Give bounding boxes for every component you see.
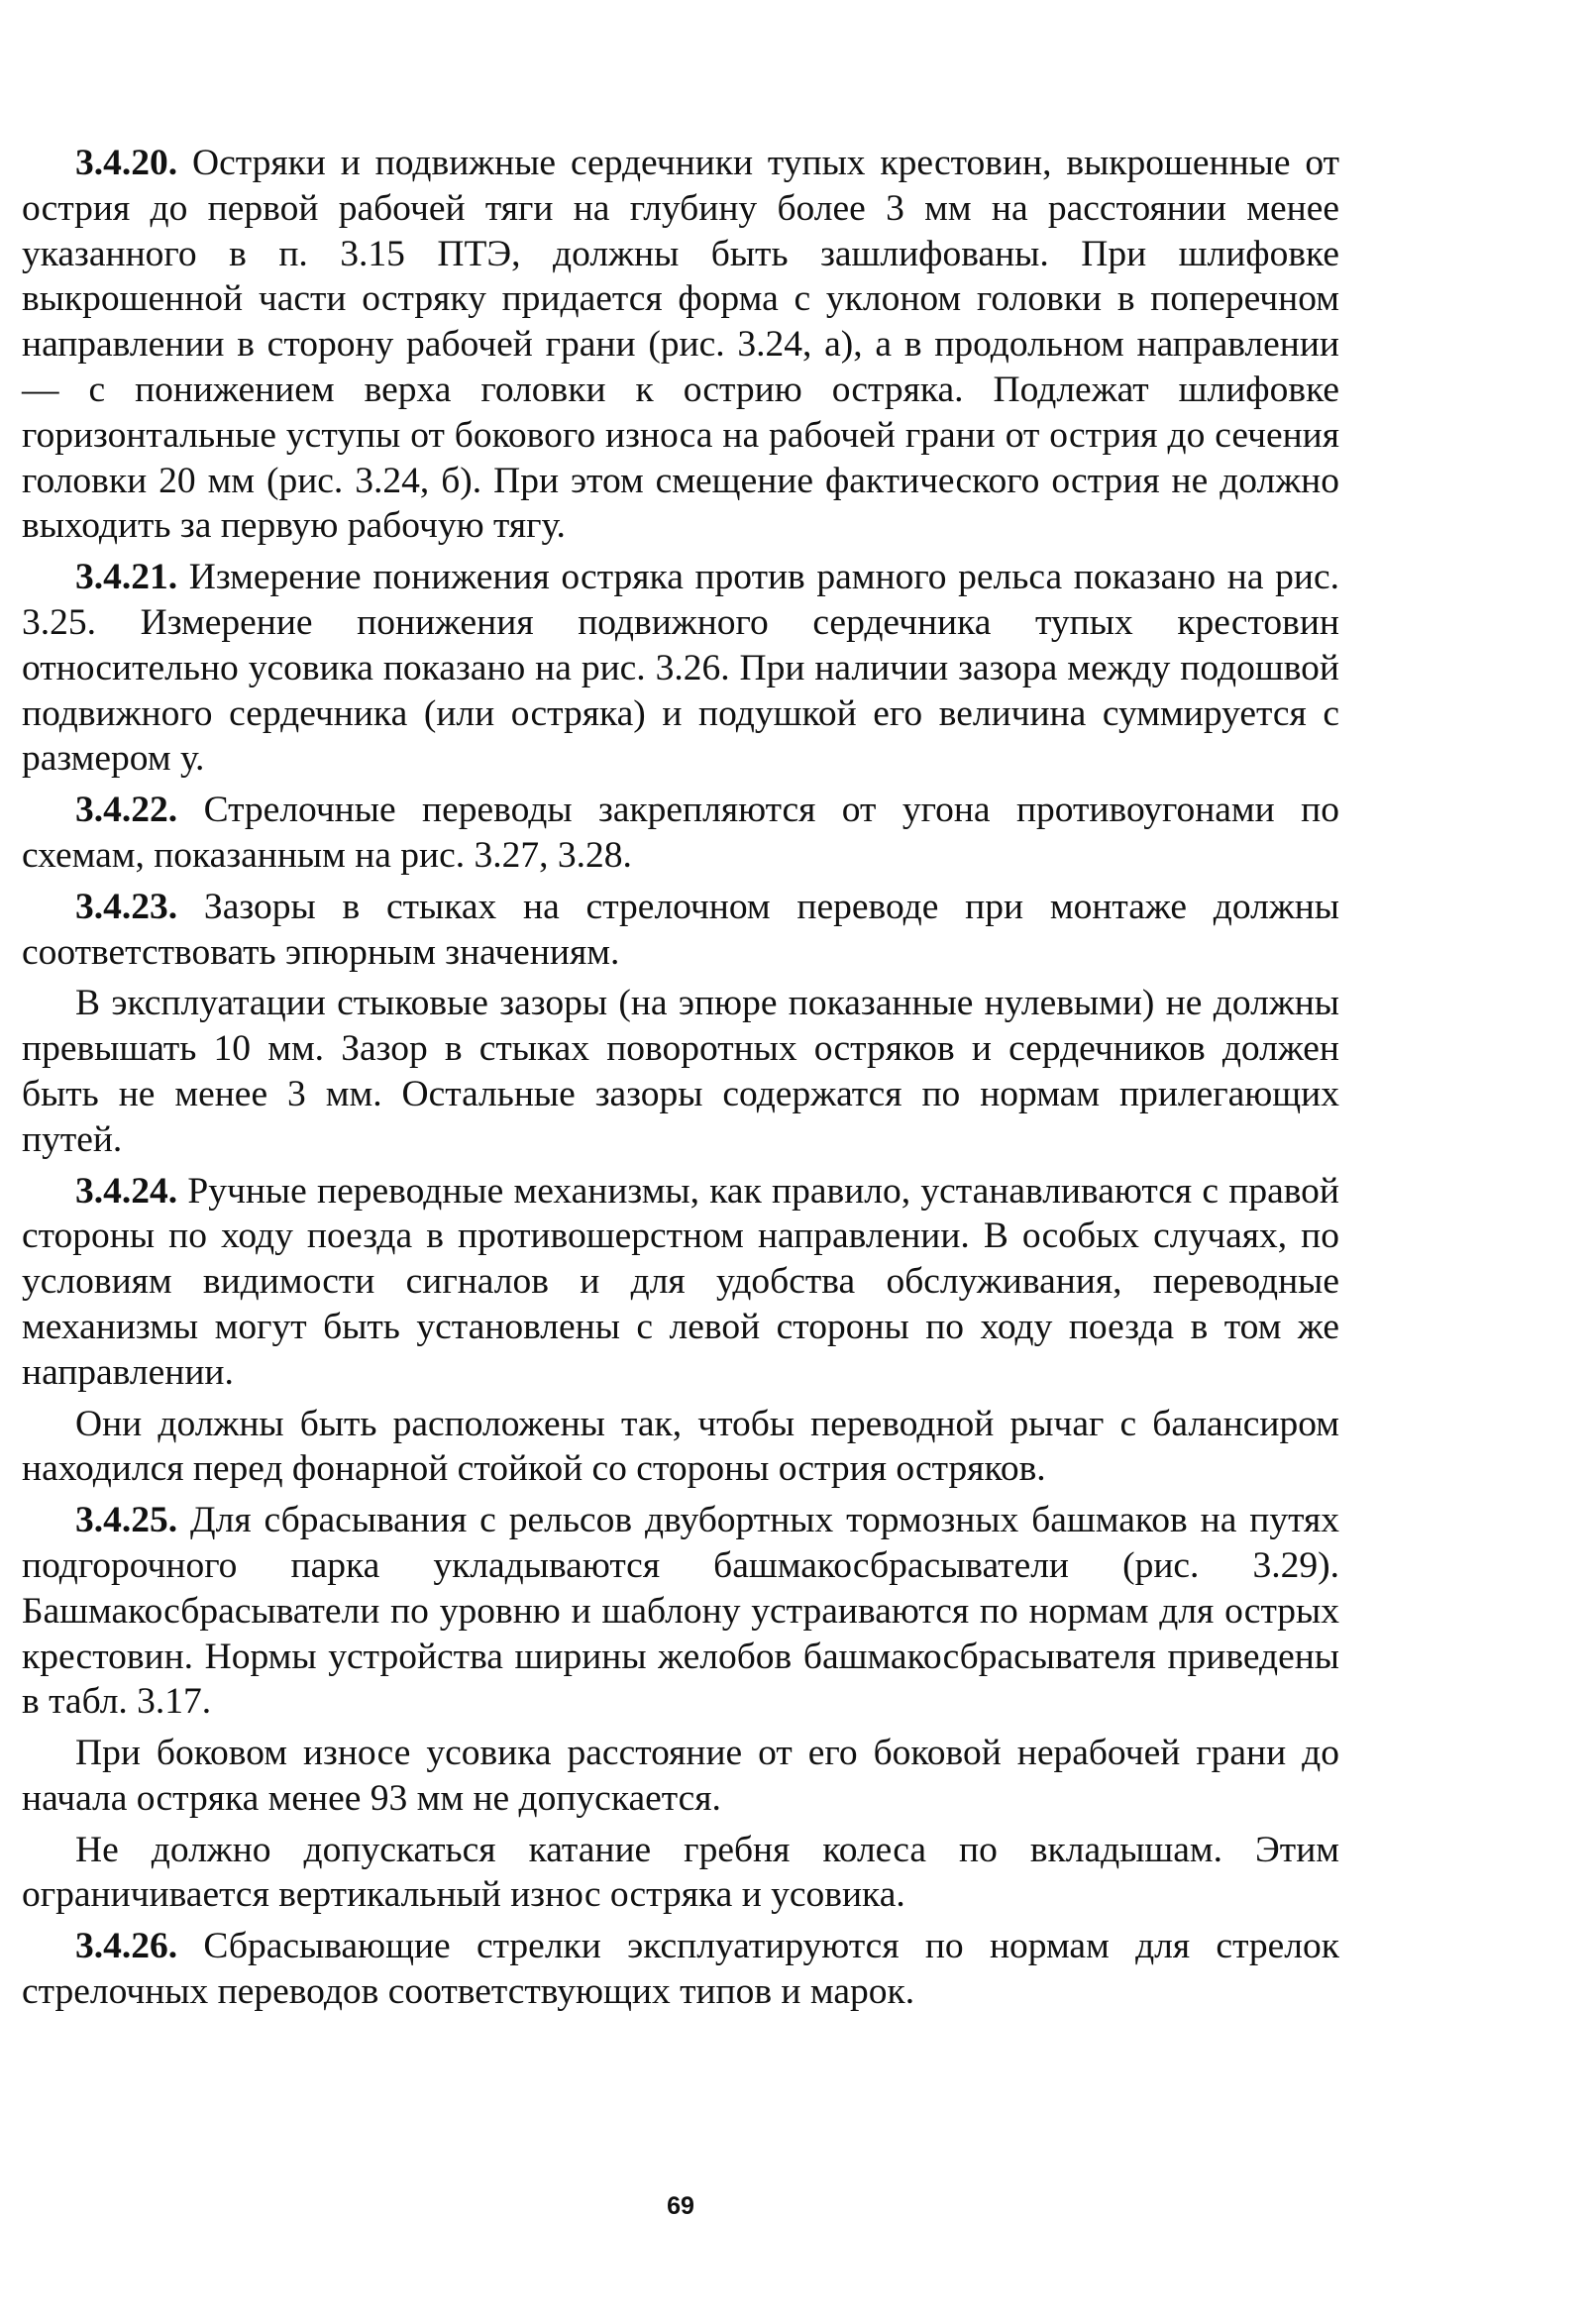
clause-number: 3.4.24.	[75, 1170, 178, 1212]
page-body	[22, 141, 1339, 2021]
paragraph-3-4-26	[22, 1924, 1339, 2015]
page-number: 69	[667, 2192, 694, 2220]
paragraph-text: Ручные переводные механизмы, как правило, устанавливаются с правой стороны по ходу поезда в противошерстном направлении. В особых случаях, по условиям видимости сигналов и для удобства обслуживания, переводные механизмы могут быть установлены с левой стороны по ходу поезда в том же направлении.	[22, 1170, 1339, 1393]
clause-number: 3.4.22.	[75, 790, 178, 831]
clause-number: 3.4.23.	[75, 886, 178, 927]
paragraph-text: Измерение понижения остряка против рамного рельса показано на рис. 3.25. Измерение понижения подвижного сердечника тупых крестовин относительно усовика показано на рис. 3.26. При наличии зазора между подошвой подвижного сердечника (или остряка) и подушкой его величина суммируется с размером у.	[22, 557, 1339, 780]
paragraph-text: Они должны быть расположены так, чтобы переводной рычаг с балансиром находился перед фонарной стойкой со стороны острия остряков.	[22, 1403, 1339, 1490]
paragraph-3-4-24-continued	[22, 1402, 1339, 1493]
paragraph-text: Стрелочные переводы закрепляются от угона противоугонами по схемам, показанным на рис. 3.27, 3.28.	[22, 790, 1339, 876]
paragraph-text: Сбрасывающие стрелки эксплуатируются по нормам для стрелок стрелочных переводов соответствующих типов и марок.	[22, 1926, 1339, 2013]
paragraph-3-4-21	[22, 555, 1339, 782]
paragraph-3-4-25-continued-2	[22, 1828, 1339, 1919]
paragraph-3-4-22	[22, 788, 1339, 879]
paragraph-3-4-25	[22, 1498, 1339, 1725]
paragraph-3-4-24	[22, 1169, 1339, 1396]
clause-number: 3.4.21.	[75, 557, 178, 598]
clause-number: 3.4.26.	[75, 1926, 178, 1967]
paragraph-3-4-23-continued	[22, 981, 1339, 1162]
paragraph-text: В эксплуатации стыковые зазоры (на эпюре показанные нулевыми) не должны превышать 10 мм. Зазор в стыках поворотных остряков и сердечников должен быть не менее 3 мм. Остальные зазоры содержатся по нормам прилегающих путей.	[22, 983, 1339, 1160]
paragraph-text: При боковом износе усовика расстояние от его боковой нерабочей грани до начала остряка менее 93 мм не допускается.	[22, 1733, 1339, 1819]
paragraph-text: Не должно допускаться катание гребня колеса по вкладышам. Этим ограничивается вертикальный износ остряка и усовика.	[22, 1829, 1339, 1916]
paragraph-text: Остряки и подвижные сердечники тупых крестовин, выкрошенные от острия до первой рабочей тяги на глубину более 3 мм на расстоянии менее указанного в п. 3.15 ПТЭ, должны быть зашлифованы. При шлифовке выкрошенной части остряку придается форма с уклоном головки в поперечном направлении в сторону рабочей грани (рис. 3.24, а), а в продольном направлении — с понижением верха головки к острию остряка. Подлежат шлифовке горизонтальные уступы от бокового износа на рабочей грани от острия до сечения головки 20 мм (рис. 3.24, б). При этом смещение фактического острия не должно выходить за первую рабочую тягу.	[22, 143, 1339, 547]
paragraph-3-4-20	[22, 141, 1339, 549]
paragraph-text: Зазоры в стыках на стрелочном переводе при монтаже должны соответствовать эпюрным значениям.	[22, 886, 1339, 973]
clause-number: 3.4.25.	[75, 1500, 178, 1541]
paragraph-3-4-23	[22, 885, 1339, 976]
paragraph-3-4-25-continued-1	[22, 1731, 1339, 1822]
clause-number: 3.4.20.	[75, 143, 178, 183]
paragraph-text: Для сбрасывания с рельсов двубортных тормозных башмаков на путях подгорочного парка укладываются башмакосбрасыватели (рис. 3.29). Башмакосбрасыватели по уровню и шаблону устраиваются по нормам для острых крестовин. Нормы устройства ширины желобов башмакосбрасывателя приведены в табл. 3.17.	[22, 1500, 1339, 1723]
